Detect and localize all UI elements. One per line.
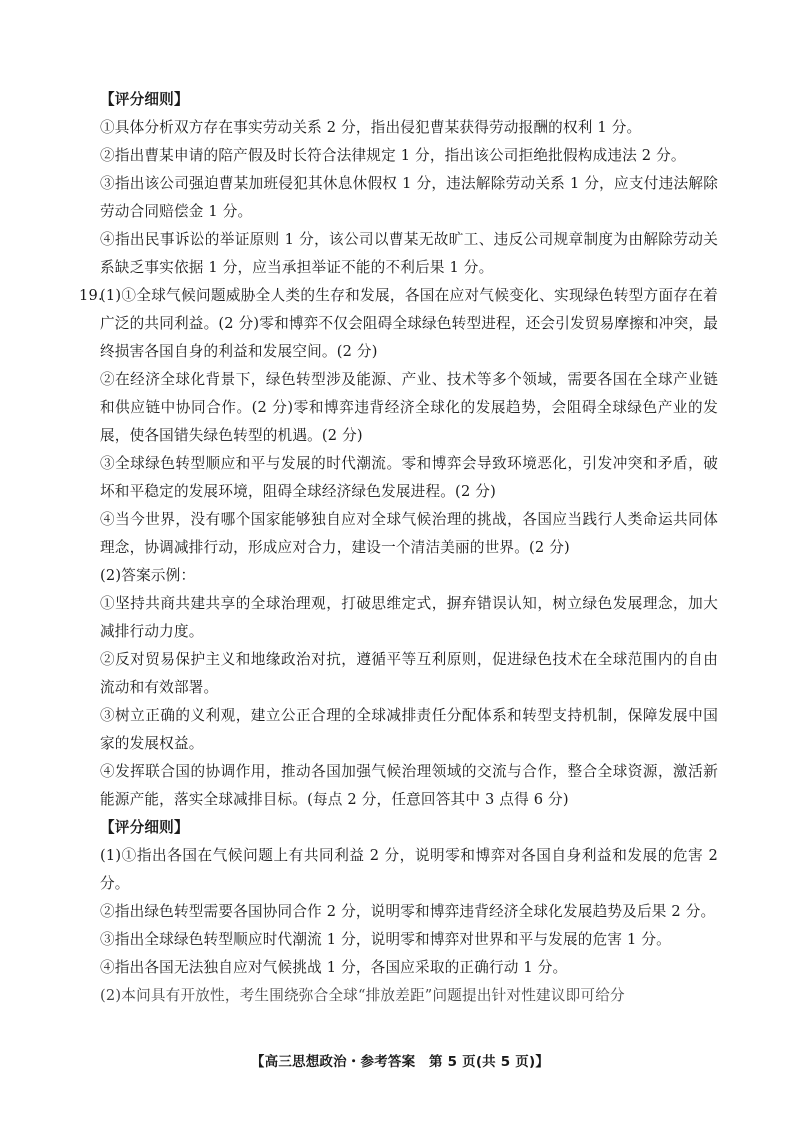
answer-point: ④当今世界，没有哪个国家能够独自应对全球气候治理的挑战，各国应当践行人类命运共同体理念，协调减排行动，形成应对合力，建设一个清洁美丽的世界。(2 分) (100, 511, 718, 556)
answer-example: ③树立正确的义利观，建立公正合理的全球减排责任分配体系和转型支持机制，保障发展中国家的发展权益。 (100, 707, 718, 752)
question-number: 19. (79, 287, 103, 304)
scoring-item: ③指出该公司强迫曹某加班侵犯其休息休假权 1 分，违法解除劳动关系 1 分，应支付违法解除劳动合同赔偿金 1 分。 (100, 175, 718, 220)
answer-point: (1)①全球气候问题威胁全人类的生存和发展，各国在应对气候变化、实现绿色转型方面存在着广泛的共同利益。(2 分)零和博弈不仅会阻碍全球绿色转型进程，还会引发贸易摩擦和冲突，最终损害各国自身的利益和发展空间。(2 分) (100, 287, 718, 360)
answer-point: ②在经济全球化背景下，绿色转型涉及能源、产业、技术等多个领域，需要各国在全球产业链和供应链中协同合作。(2 分)零和博弈违背经济全球化的发展趋势，会阻碍全球绿色产业的发展，使各国错失绿色转型的机遇。(2 分) (100, 371, 718, 444)
page-footer: 【高三思想政治・参考答案 第 5 页(共 5 页)】 (250, 1054, 550, 1070)
scoring-item: (2)本问具有开放性，考生围绕弥合全球“排放差距”问题提出针对性建议即可给分 (100, 987, 625, 1004)
scoring-item: (1)①指出各国在气候问题上有共同利益 2 分，说明零和博弈对各国自身利益和发展的危害 2 分。 (100, 847, 718, 892)
answer-point: ③全球绿色转型顺应和平与发展的时代潮流。零和博弈会导致环境恶化，引发冲突和矛盾，破坏和平稳定的发展环境，阻碍全球经济绿色发展进程。(2 分) (100, 455, 718, 500)
answer-example: ②反对贸易保护主义和地缘政治对抗，遵循平等互利原则，促进绿色技术在全球范围内的自由流动和有效部署。 (100, 651, 718, 696)
scoring-item: ②指出曹某申请的陪产假及时长符合法律规定 1 分，指出该公司拒绝批假构成违法 2 分。 (100, 147, 686, 164)
answer-example: ④发挥联合国的协调作用，推动各国加强气候治理领域的交流与合作，整合全球资源，激活新能源产能，落实全球减排目标。(每点 2 分，任意回答其中 3 点得 6 分) (100, 763, 718, 808)
question-19 (79, 282, 718, 814)
scoring-item: ④指出民事诉讼的举证原则 1 分，该公司以曹某无故旷工、违反公司规章制度为由解除劳动关系缺乏事实依据 1 分，应当承担举证不能的不利后果 1 分。 (100, 231, 718, 276)
page-content (79, 86, 718, 1010)
section-heading-scoring-rules: 【评分细则】 (100, 819, 189, 836)
scoring-item: ②指出绿色转型需要各国协同合作 2 分，说明零和博弈违背经济全球化发展趋势及后果 2 分。 (100, 903, 716, 920)
part2-label: (2)答案示例： (100, 567, 196, 584)
scoring-item: ①具体分析双方存在事实劳动关系 2 分，指出侵犯曹某获得劳动报酬的权利 1 分。 (100, 119, 642, 136)
scoring-item: ③指出全球绿色转型顺应时代潮流 1 分，说明零和博弈对世界和平与发展的危害 1 分。 (100, 931, 671, 948)
answer-example: ①坚持共商共建共享的全球治理观，打破思维定式，摒弃错误认知，树立绿色发展理念，加大减排行动力度。 (100, 595, 718, 640)
section-heading-scoring-rules: 【评分细则】 (100, 91, 189, 108)
scoring-item: ④指出各国无法独自应对气候挑战 1 分，各国应采取的正确行动 1 分。 (100, 959, 568, 976)
